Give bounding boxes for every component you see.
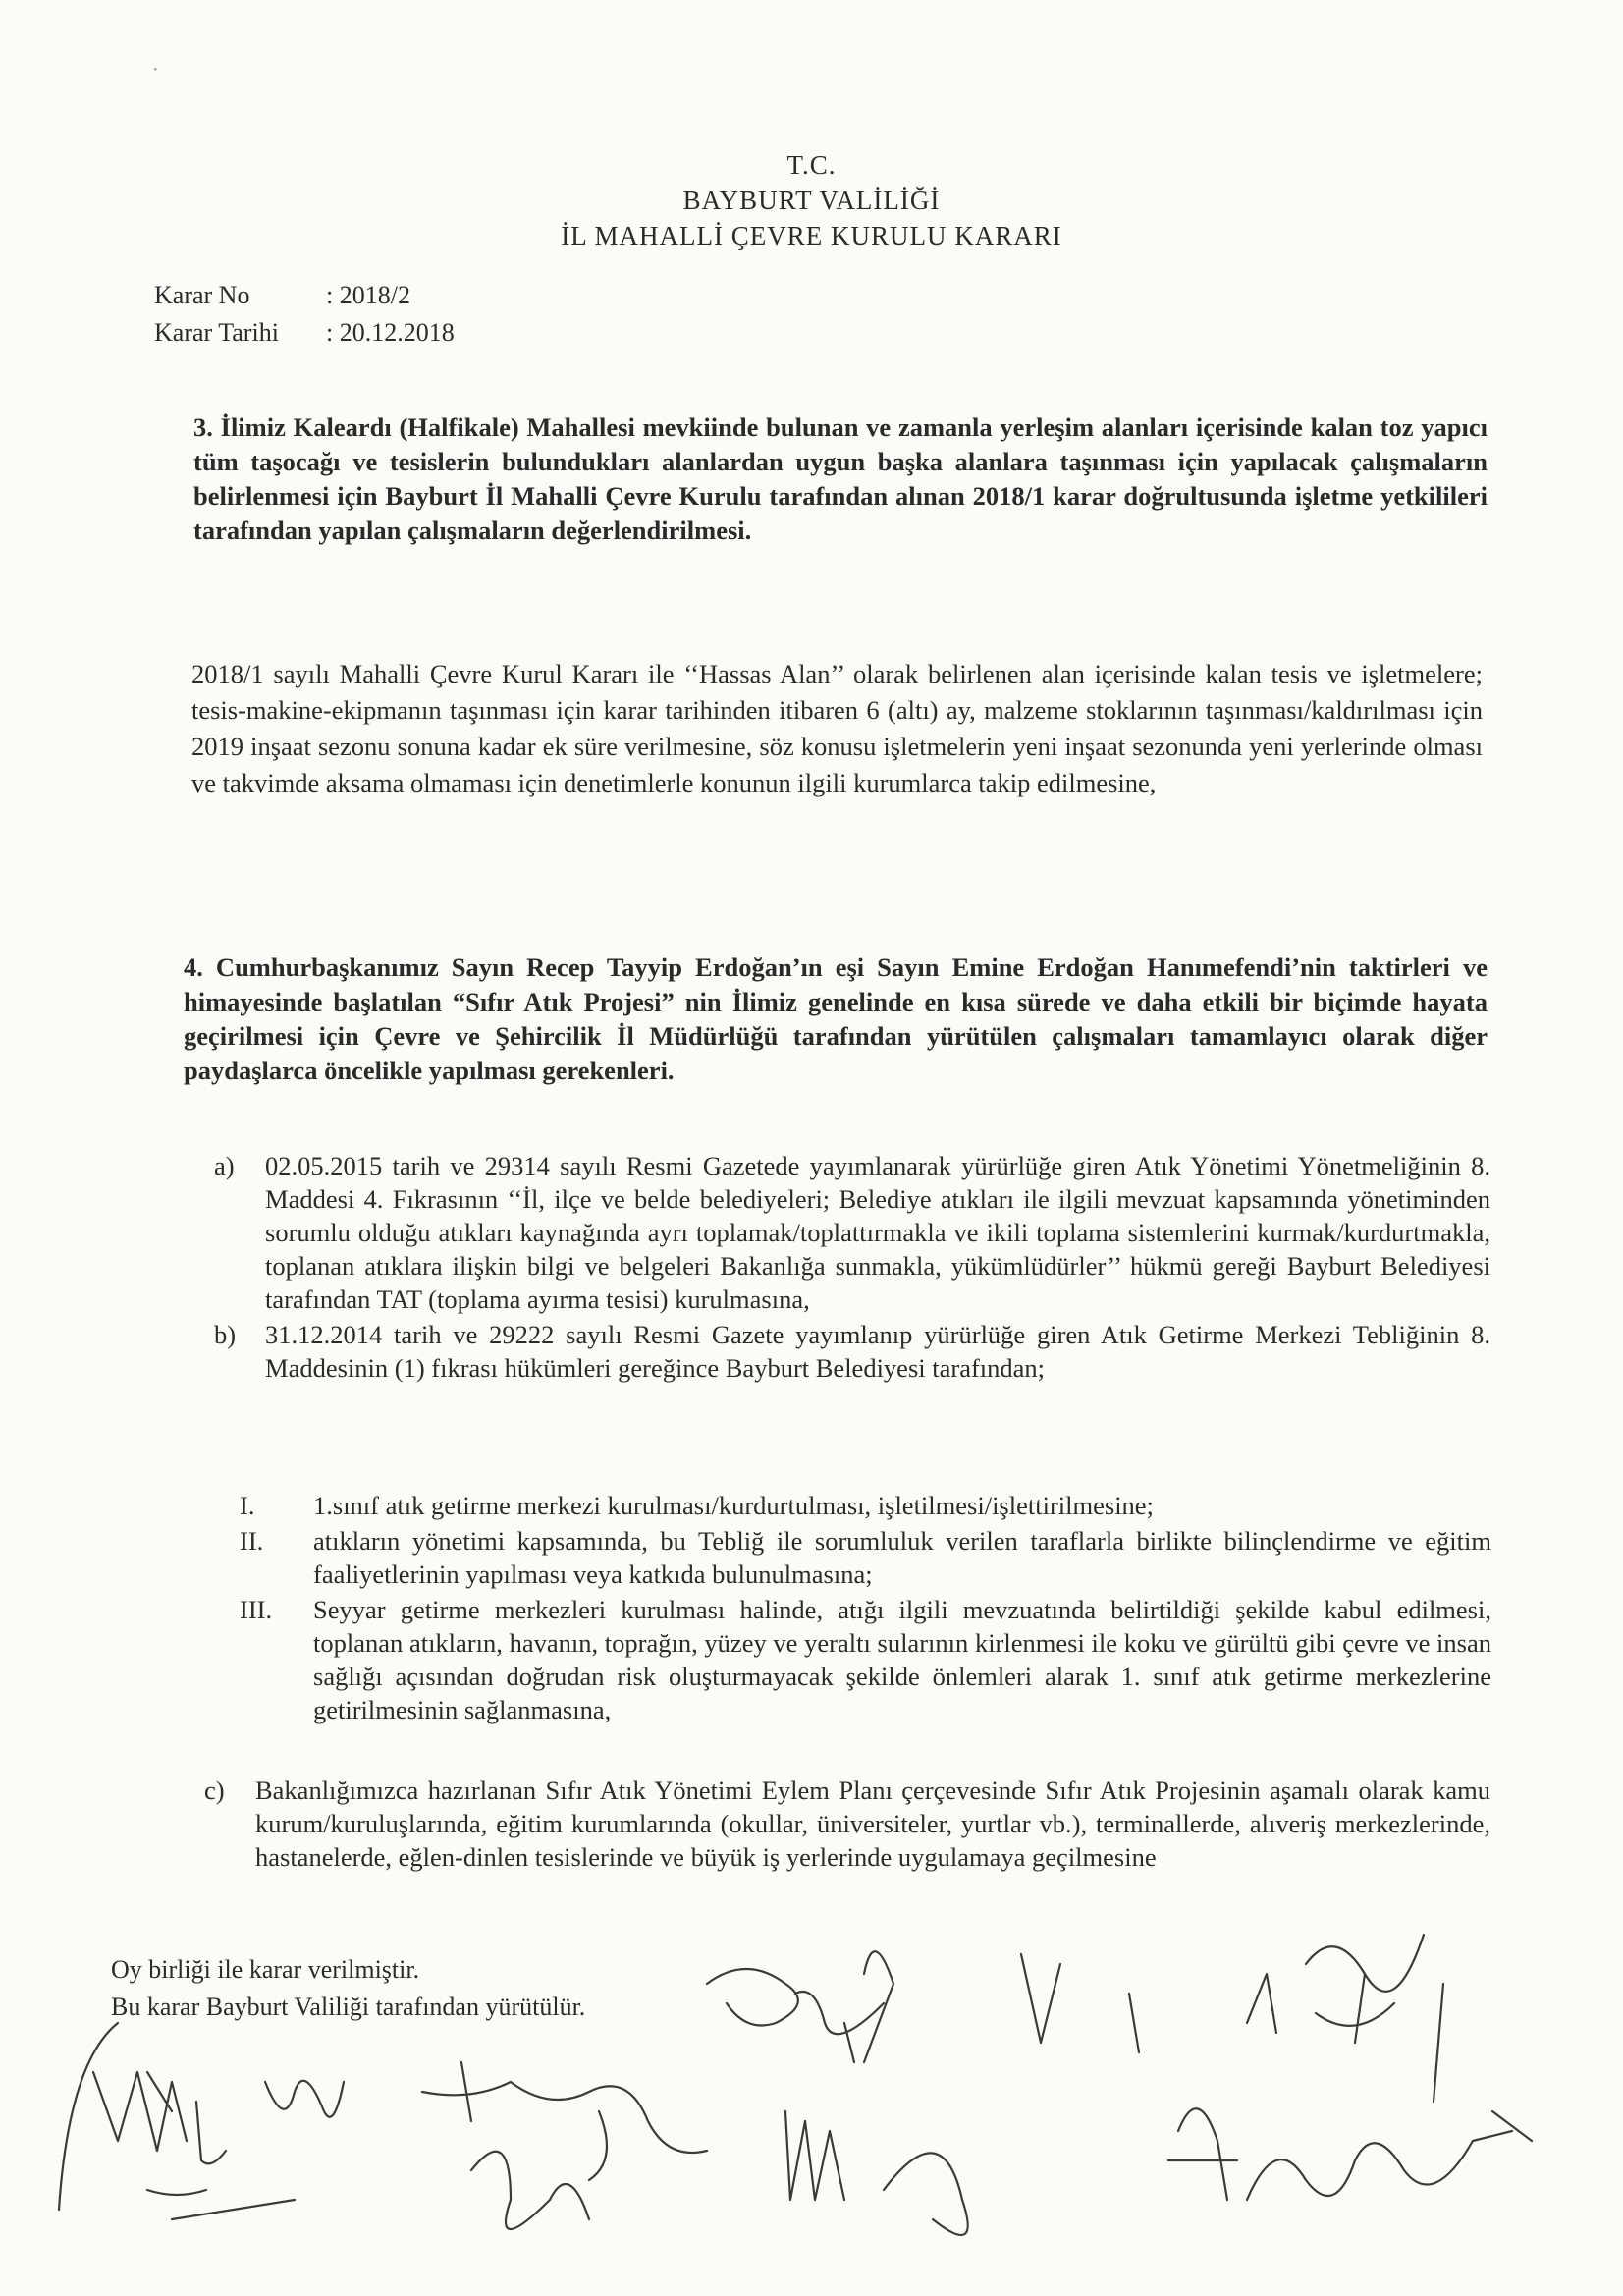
signature-9 bbox=[1168, 2108, 1532, 2200]
scan-speck: · bbox=[152, 59, 159, 81]
sub-items bbox=[240, 1489, 1491, 1728]
sub-item-label: II. bbox=[240, 1526, 264, 1556]
section-4-items bbox=[214, 1149, 1490, 1387]
header-kurul-karari: İL MAHALLİ ÇEVRE KURULU KARARI bbox=[561, 221, 1062, 250]
closing-statement bbox=[111, 1951, 585, 2026]
item-label: a) bbox=[214, 1151, 235, 1180]
list-item-c bbox=[204, 1774, 1490, 1874]
signature-4 bbox=[471, 2152, 589, 2229]
item-label: c) bbox=[204, 1776, 225, 1805]
signature-3 bbox=[422, 2062, 707, 2180]
signature-10 bbox=[1434, 1984, 1443, 2102]
signature-1 bbox=[59, 2023, 295, 2219]
list-item-b bbox=[214, 1318, 1490, 1385]
sub-item-label: III. bbox=[240, 1595, 273, 1624]
signature-7 bbox=[1021, 1954, 1139, 2052]
sub-item-i bbox=[240, 1489, 1491, 1522]
signature-8 bbox=[1247, 1935, 1424, 2043]
signature-5 bbox=[707, 1951, 893, 2062]
sub-item-label: I. bbox=[240, 1491, 255, 1520]
section-4-item-c bbox=[204, 1774, 1490, 1876]
sub-item-text: Seyyar getirme merkezleri kurulması halinde, atığı ilgili mevzuatında belirtildiği şekilde kabul edilmesi, toplanan atıkların, havanın, toprağın, yüzey ve yeraltı sularının kirlenmesi ile koku ve gürültü gibi çevre ve insan sağlığı açısından doğrudan risk oluşturmayacak şekilde önlemleri alarak 1. sınıf atık getirme merkezlerine getirilmesinin sağlanmasına, bbox=[313, 1595, 1491, 1724]
karar-no-label: Karar No bbox=[154, 281, 250, 309]
karar-tarihi-label: Karar Tarihi bbox=[154, 318, 279, 347]
sub-item-text: atıkların yönetimi kapsamında, bu Tebliğ ile sorumluluk verilen taraflarla birlikte bilinçlendirme ve eğitim faaliyetlerinin yapılması veya katkıda bulunulmasına; bbox=[313, 1526, 1491, 1589]
section-3-title: 3. İlimiz Kaleardı (Halfikale) Mahallesi mevkiinde bulunan ve zamanla yerleşim alanları içerisinde kalan toz yapıcı tüm taşocağı ve tesislerin bulundukları alanlardan uygun başka alanlara taşınması için yapılacak çalışmaların belirlenmesi için Bayburt İl Mahalli Çevre Kurulu tarafından alınan 2018/1 karar doğrultusunda işletme yetkilileri tarafından yapılan çalışmaların değerlendirilmesi. bbox=[193, 412, 1488, 545]
signature-6 bbox=[785, 2111, 968, 2235]
item-text: Bakanlığımızca hazırlanan Sıfır Atık Yönetimi Eylem Planı çerçevesinde Sıfır Atık Projesinin aşamalı olarak kamu kurum/kuruluşlarında, eğitim kurumlarında (okullar, üniversiteler, yurtlar vb.), terminallerde, alıveriş merkezlerinde, hastanelerde, eğlen-dinlen tesislerinde ve büyük iş yerlerinde uygulamaya geçilmesine bbox=[255, 1776, 1490, 1872]
document-header bbox=[0, 147, 1623, 253]
item-text: 02.05.2015 tarih ve 29314 sayılı Resmi Gazetede yayımlanarak yürürlüğe giren Atık Yönetimi Yönetmeliğinin 8. Maddesi 4. Fıkrasının ‘‘İl, ilçe ve belde belediyeleri; Belediye atıkları ile ilgili mevzuat kapsamında yönetiminden sorumlu olduğu atıkları kaynağında ayrı toplamak/toplattırmakla ve ikili toplama sistemlerini kurmak/kurdurtmakla, toplanan atıklara ilişkin bilgi ve belgeleri Bakanlığa sunmakla, yükümlüdürler’’ hükmü gereği Bayburt Belediyesi tarafından TAT (toplama ayırma tesisi) kurulmasına, bbox=[265, 1151, 1490, 1314]
section-4-title: 4. Cumhurbaşkanımız Sayın Recep Tayyip Erdoğan’ın eşi Sayın Emine Erdoğan Hanımefendi’nin taktirleri ve himayesinde başlatılan “Sıfır Atık Projesi” nin İlimiz genelinde en kısa sürede ve daha etkili bir biçimde hayata geçirilmesi için Çevre ve Şehircilik İl Müdürlüğü tarafından yürütülen çalışmaları tamamlayıcı olarak diğer paydaşlarca öncelikle yapılması gerekenleri. bbox=[184, 953, 1488, 1085]
section-3-body: 2018/1 sayılı Mahalli Çevre Kurul Kararı ile ‘‘Hassas Alan’’ olarak belirlenen alan içerisinde kalan tesis ve işletmelere; tesis-makine-ekipmanın taşınması için karar tarihinden itibaren 6 (altı) ay, malzeme stoklarının taşınması/kaldırılması için 2019 inşaat sezonu sonuna kadar ek süre verilmesine, söz konusu işletmelerin yeni inşaat sezonunda yeni yerlerinde olması ve takvimde aksama olmaması için denetimlerle konunun ilgili kurumlarca takip edilmesine, bbox=[191, 659, 1483, 797]
header-valilik: BAYBURT VALİLİĞİ bbox=[682, 186, 941, 215]
decision-meta bbox=[154, 277, 455, 352]
closing-line-1: Oy birliği ile karar verilmiştir. bbox=[111, 1955, 420, 1984]
closing-line-2: Bu karar Bayburt Valiliği tarafından yürütülür. bbox=[111, 1993, 586, 2021]
item-text: 31.12.2014 tarih ve 29222 sayılı Resmi Gazete yayımlanıp yürürlüğe giren Atık Getirme Merkezi Tebliğinin 8. Maddesinin (1) fıkrası hükümleri gereğince Bayburt Belediyesi tarafından; bbox=[265, 1320, 1490, 1383]
karar-no-value: : 2018/2 bbox=[326, 281, 410, 309]
header-tc: T.C. bbox=[786, 150, 837, 180]
karar-tarihi-value: : 20.12.2018 bbox=[326, 318, 455, 347]
sub-item-text: 1.sınıf atık getirme merkezi kurulması/kurdurtulması, işletilmesi/işlettirilmesine; bbox=[313, 1491, 1154, 1520]
list-item-a bbox=[214, 1149, 1490, 1316]
sub-item-iii bbox=[240, 1593, 1491, 1726]
signature-2 bbox=[265, 2081, 344, 2117]
item-label: b) bbox=[214, 1320, 237, 1349]
sub-item-ii bbox=[240, 1524, 1491, 1591]
